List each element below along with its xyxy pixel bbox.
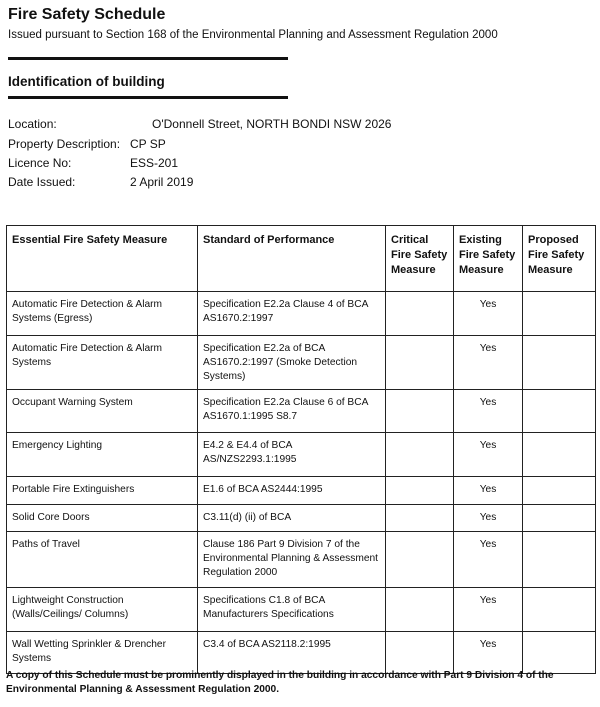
critical-cell (386, 588, 454, 632)
standard-cell: Specification E2.2a of BCA AS1670.2:1997 (Smoke Detection Systems) (198, 336, 386, 390)
page-title: Fire Safety Schedule (8, 6, 166, 23)
standard-cell: E4.2 & E4.4 of BCA AS/NZS2293.1:1995 (198, 433, 386, 477)
critical-cell (386, 292, 454, 336)
table-row (7, 532, 596, 588)
existing-cell: Yes (454, 292, 523, 336)
display-notice: A copy of this Schedule must be prominently displayed in the building in accordance with Part 9 Division 4 of the Environmental Planning & Assessment Regulation 2000. (6, 670, 554, 695)
critical-cell (386, 433, 454, 477)
proposed-cell (523, 532, 596, 588)
date-issued-value: 2 April 2019 (130, 175, 194, 189)
divider (8, 57, 288, 60)
standard-cell: Specification E2.2a Clause 6 of BCA AS1670.1:1995 S8.7 (198, 390, 386, 433)
existing-cell: Yes (454, 505, 523, 532)
measure-cell: Paths of Travel (7, 532, 198, 588)
header-proposed: Proposed Fire Safety Measure (523, 226, 596, 292)
measure-cell: Occupant Warning System (7, 390, 198, 433)
proposed-cell (523, 477, 596, 505)
existing-cell: Yes (454, 433, 523, 477)
location-label: Location: (8, 117, 57, 131)
table-row (7, 505, 596, 532)
critical-cell (386, 477, 454, 505)
existing-cell: Yes (454, 336, 523, 390)
licence-label: Licence No: (8, 156, 72, 170)
critical-cell (386, 632, 454, 674)
existing-cell: Yes (454, 632, 523, 674)
standard-cell: Clause 186 Part 9 Division 7 of the Environmental Planning & Assessment Regulation 2000 (198, 532, 386, 588)
standard-cell: Specification E2.2a Clause 4 of BCA AS1670.2:1997 (198, 292, 386, 336)
table-row (7, 292, 596, 336)
measure-cell: Automatic Fire Detection & Alarm Systems (Egress) (7, 292, 198, 336)
standard-cell: Specifications C1.8 of BCA Manufacturers Specifications (198, 588, 386, 632)
standard-cell: E1.6 of BCA AS2444:1995 (198, 477, 386, 505)
divider (8, 96, 288, 99)
proposed-cell (523, 336, 596, 390)
table-row (7, 632, 596, 674)
fire-safety-table (6, 225, 596, 674)
header-existing: Existing Fire Safety Measure (454, 226, 523, 292)
property-description-label: Property Description: (8, 137, 121, 151)
table-row (7, 588, 596, 632)
proposed-cell (523, 588, 596, 632)
table-row (7, 477, 596, 505)
existing-cell: Yes (454, 588, 523, 632)
measure-cell: Emergency Lighting (7, 433, 198, 477)
header-critical: Critical Fire Safety Measure (386, 226, 454, 292)
section-title: Identification of building (8, 74, 165, 89)
page-subtitle: Issued pursuant to Section 168 of the Environmental Planning and Assessment Regulation 2000 (8, 29, 498, 41)
header-standard: Standard of Performance (198, 226, 386, 292)
critical-cell (386, 505, 454, 532)
measure-cell: Portable Fire Extinguishers (7, 477, 198, 505)
measure-cell: Wall Wetting Sprinkler & Drencher Systems (7, 632, 198, 674)
existing-cell: Yes (454, 390, 523, 433)
existing-cell: Yes (454, 532, 523, 588)
proposed-cell (523, 292, 596, 336)
proposed-cell (523, 505, 596, 532)
header-measure: Essential Fire Safety Measure (7, 226, 198, 292)
table-row (7, 433, 596, 477)
measure-cell: Solid Core Doors (7, 505, 198, 532)
proposed-cell (523, 390, 596, 433)
measure-cell: Automatic Fire Detection & Alarm Systems (7, 336, 198, 390)
location-value: O'Donnell Street, NORTH BONDI NSW 2026 (152, 117, 392, 131)
table-row (7, 390, 596, 433)
licence-value: ESS-201 (130, 156, 179, 170)
proposed-cell (523, 433, 596, 477)
critical-cell (386, 390, 454, 433)
date-issued-label: Date Issued: (8, 175, 76, 189)
table-row (7, 336, 596, 390)
existing-cell: Yes (454, 477, 523, 505)
property-description-value: CP SP (130, 137, 166, 151)
measure-cell: Lightweight Construction (Walls/Ceilings/ Columns) (7, 588, 198, 632)
standard-cell: C3.11(d) (ii) of BCA (198, 505, 386, 532)
critical-cell (386, 336, 454, 390)
proposed-cell (523, 632, 596, 674)
critical-cell (386, 532, 454, 588)
standard-cell: C3.4 of BCA AS2118.2:1995 (198, 632, 386, 674)
